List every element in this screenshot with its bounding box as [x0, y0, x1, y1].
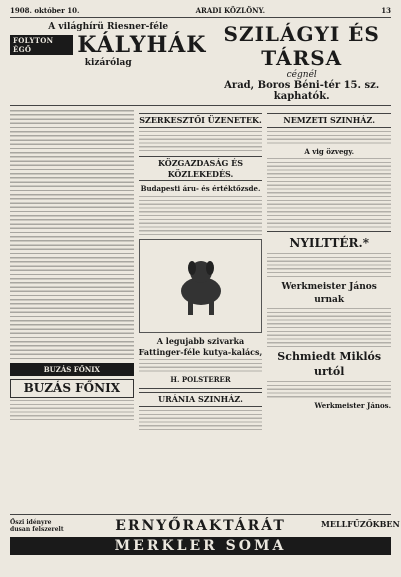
mellfuzo-label: MELLFŰZŐKBEN	[321, 519, 400, 529]
column-3	[267, 110, 391, 460]
polsterer-line: H. POLSTERER	[170, 375, 231, 385]
werkmeister-name: Werkmeister János urnak	[281, 282, 377, 305]
cegnel-label: cégnél	[286, 70, 317, 80]
rule	[139, 388, 263, 389]
fattinger-line: Fattinger-féle kutya-kalács,	[138, 346, 263, 357]
nyilter-heading: NYILTTÉR.*	[289, 236, 369, 251]
kalyhak-title: KÁLYHÁK	[77, 32, 207, 58]
header-date: 1908. október 10.	[10, 6, 80, 15]
header-paper-name: ARADI KÖZLÖNY.	[195, 6, 266, 15]
szilagyi-brand: SZILÁGYI ÉS TÁRSA	[223, 22, 380, 70]
szilagyi-address: Arad, Boros Béni-tér 15. sz. kaphatók.	[224, 80, 380, 102]
szilagyi-ad	[212, 22, 391, 102]
kozgazdasag-heading: KÖZGAZDASÁG ÉS KÖZLEKEDÉS.	[139, 156, 263, 182]
cast-list	[267, 158, 391, 228]
kizarolag-label: kizárólag	[84, 58, 132, 68]
vig-ozvegy-title: A vig özvegy.	[304, 146, 355, 156]
column-2	[139, 110, 263, 460]
kutyakalap-line: A legujabb szivarka	[156, 335, 245, 346]
bottom-ad-right	[321, 519, 400, 529]
rule	[267, 231, 391, 232]
ernyoraktarat-title: ERNYŐRAKTÁRÁT	[115, 518, 286, 534]
column-1-text	[10, 110, 134, 360]
werkmeister-text	[267, 308, 391, 348]
szerkeszto-heading: SZERKESZTŐI ÜZENETEK.	[139, 113, 263, 128]
merkler-soma-banner: MERKLER SOMA	[10, 537, 391, 555]
werkmeister-signature: Werkmeister János.	[314, 401, 391, 411]
running-head	[10, 6, 391, 18]
nemzeti-heading: NEMZETI SZINHÁZ.	[267, 113, 391, 128]
schmiedt-text	[267, 381, 391, 399]
fattinger-text	[139, 359, 263, 373]
header-page-number: 13	[381, 6, 391, 15]
urania-heading: URÁNIA SZINHÁZ.	[139, 392, 263, 407]
body-columns	[10, 110, 391, 460]
nemzeti-text	[267, 131, 391, 145]
urania-text	[139, 410, 263, 432]
bottom-ad	[10, 514, 400, 571]
nyilter-text	[267, 253, 391, 279]
dog-illustration	[139, 239, 263, 333]
tozsde-heading: Budapesti áru- és értéktőzsde.	[140, 184, 261, 194]
tozsde-table	[139, 196, 263, 236]
kalyha-ad	[10, 22, 206, 102]
schmiedt-name: Schmiedt Miklós urtól	[277, 349, 382, 378]
column-1-ad-text	[10, 400, 134, 422]
phoenix-ad: BUZÁS FŐNIX	[10, 379, 134, 397]
kalyha-ad-line1: A világhírü Riesner-féle	[48, 22, 169, 32]
buzas-ad-banner: BUZÁS FŐNIX	[10, 363, 134, 376]
szerkeszto-text	[139, 131, 263, 153]
column-1	[10, 110, 134, 460]
folyton-ego-label: FOLYTON ÉGŐ	[10, 35, 73, 55]
dog-icon	[161, 246, 241, 326]
top-ad-row	[10, 22, 391, 106]
bottom-ad-left: Őszi idényre dusan felszerelt	[10, 519, 64, 533]
kalyha-ad-main	[10, 32, 206, 58]
